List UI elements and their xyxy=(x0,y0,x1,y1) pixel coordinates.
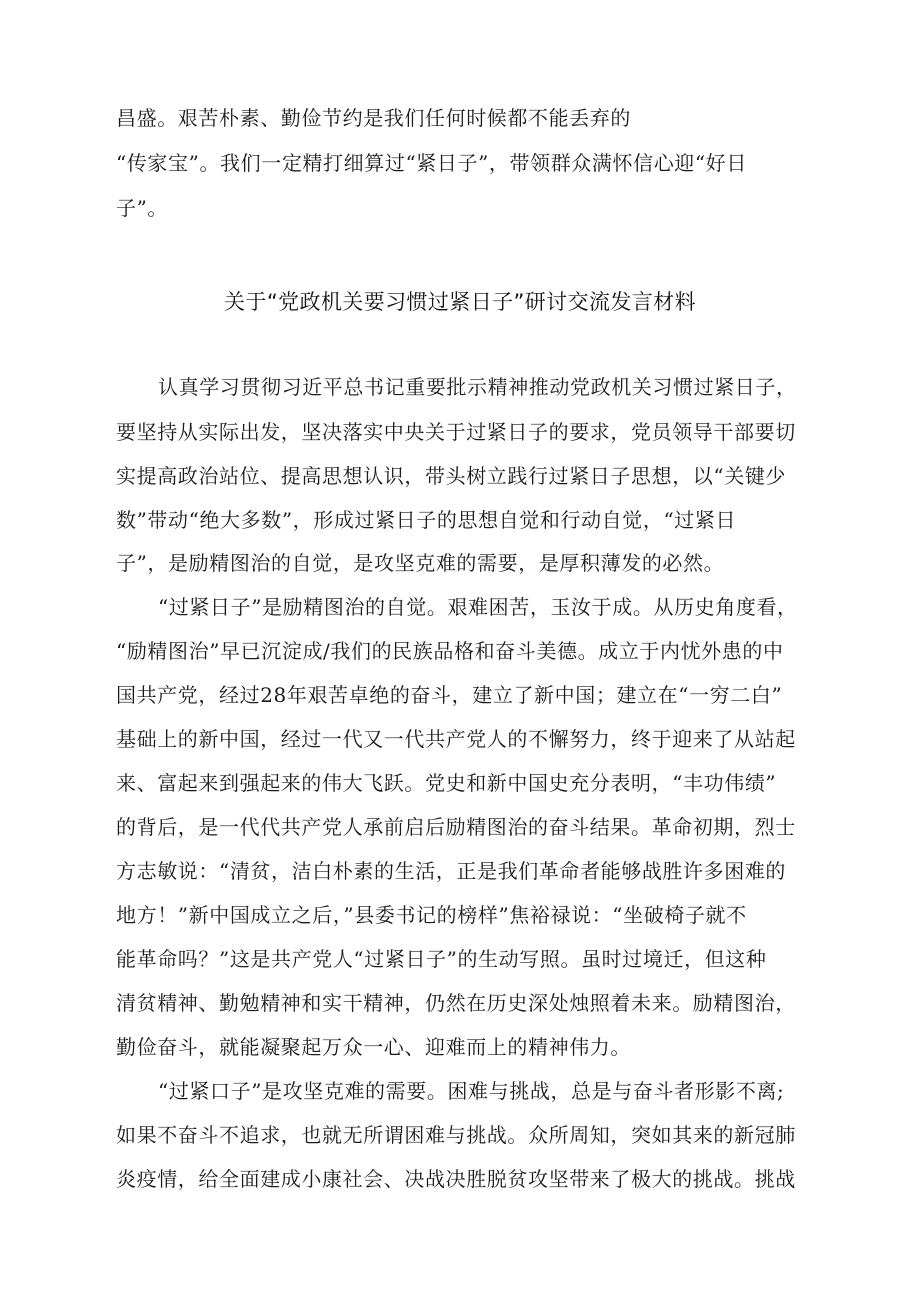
text-line: 基础上的新中国，经过一代又一代共产党人的不懈努力，终于迎来了从站起 xyxy=(116,727,796,751)
text-line: 清贫精神、勤勉精神和实干精神，仍然在历史深处烛照着未来。励精图治， xyxy=(116,991,796,1015)
text-line: 能革命吗？”这是共产党人“过紧日子”的生动写照。虽时过境迁，但这种 xyxy=(116,947,767,971)
text-line: “励精图治”早已沉淀成/我们的民族品格和奋斗美德。成立于内忧外患的中 xyxy=(116,639,784,663)
text-line: “过紧日子”是励精图治的自觉。艰难困苦，玉汝于成。从历史角度看， xyxy=(158,595,798,619)
text-line: 要坚持从实际出发，坚决落实中央关于过紧日子的要求，党员领导干部要切 xyxy=(116,420,796,444)
text-line: 数”带动“绝大多数”，形成过紧日子的思想自觉和行动自觉，“过紧日 xyxy=(116,508,737,532)
text-line: 炎疫情，给全面建成小康社会、决战决胜脱贫攻坚带来了极大的挑战。挑战 xyxy=(116,1167,796,1191)
text-line: 国共产党，经过28年艰苦卓绝的奋斗，建立了新中国；建立在“一穷二白” xyxy=(116,683,783,707)
text-line: 如果不奋斗不追求，也就无所谓困难与挑战。众所周知，突如其来的新冠肺 xyxy=(116,1123,796,1147)
text-line: “过紧口子”是攻坚克难的需要。困难与挑战，总是与奋斗者形影不离; xyxy=(158,1079,785,1103)
text-line: 地方！”新中国成立之后，”县委书记的榜样”焦裕禄说：“坐破椅子就不 xyxy=(116,903,747,927)
text-line: 子”，是励精图治的自觉，是攻坚克难的需要，是厚积薄发的必然。 xyxy=(116,551,725,575)
text-line: 昌盛。艰苦朴素、勤俭节约是我们任何时候都不能丢弃的 xyxy=(116,106,631,130)
article-title: 关于“党政机关要习惯过紧日子”研讨交流发言材料 xyxy=(224,290,696,314)
text-line: 认真学习贯彻习近平总书记重要批示精神推动党政机关习惯过紧日子， xyxy=(158,375,797,399)
text-line: 勤俭奋斗，就能凝聚起万众一心、迎难而上的精神伟力。 xyxy=(116,1035,631,1059)
text-line: 方志敏说：“清贫，洁白朴素的生活，正是我们革命者能够战胜许多困难的 xyxy=(116,859,787,883)
text-line: 的背后，是一代代共产党人承前启后励精图治的奋斗结果。革命初期，烈士 xyxy=(116,815,796,839)
text-line: 子”。 xyxy=(116,196,169,220)
text-line: 实提高政治站位、提高思想认识，带头树立践行过紧日子思想，以“关键少 xyxy=(116,464,787,488)
text-line: 来、富起来到强起来的伟大飞跃。党史和新中国史充分表明，“丰功伟绩” xyxy=(116,771,777,795)
text-line: “传家宝”。我们一定精打细算过“紧日子”，带领群众满怀信心迎“好日 xyxy=(116,151,747,175)
